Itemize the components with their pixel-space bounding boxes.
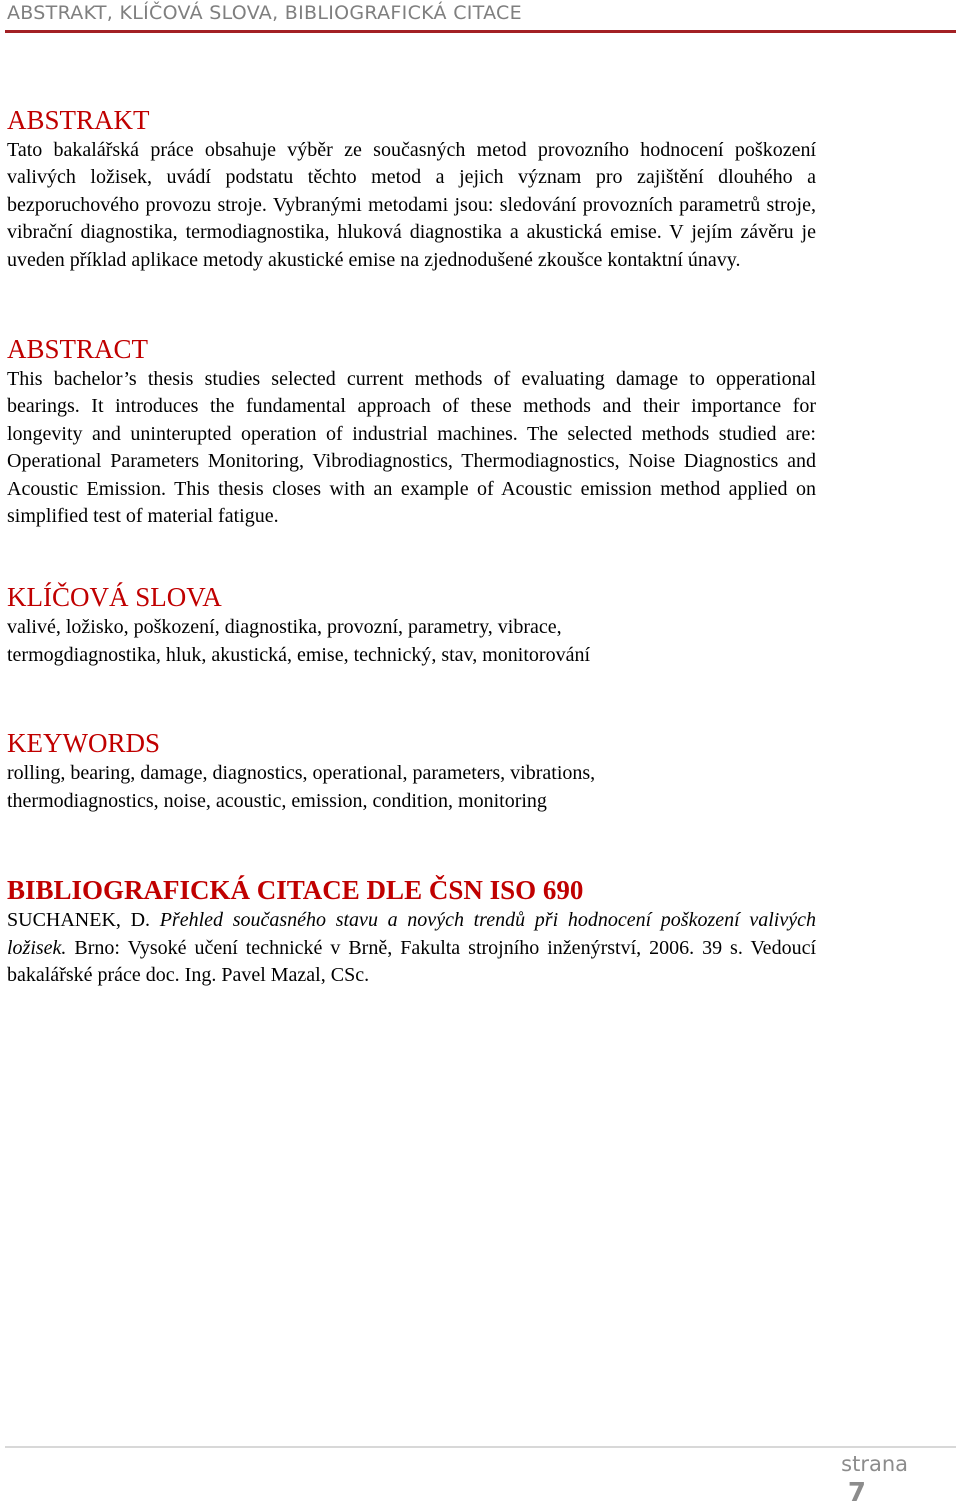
footer-rule (5, 1446, 956, 1448)
citace-title: Přehled současného stavu a nových trendů při hodnocení poškození valivých ložisek. (7, 909, 816, 959)
citace-heading: BIBLIOGRAFICKÁ CITACE DLE ČSN ISO 690 (7, 875, 584, 906)
citace-publisher: Brno: Vysoké učení technické v Brně, Fakulta strojního inženýrství, 2006. 39 s. Vedoucí bakalářské práce doc. Ing. Pavel Mazal, CSc. (7, 936, 816, 986)
abstract-section (7, 332, 816, 530)
abstract-text: This bachelor’s thesis studies selected current methods of evaluating damage to opperational bearings. It introduces the fundamental approach of these methods and their importance for longevity and uninterupted operation of industrial machines. The selected methods studied are: Operational Parameters Monitoring, Vibrodiagnostics, Thermodiagnostics, Noise Diagnostics and Acoustic Emission. This thesis closes with an example of Acoustic emission method applied on simplified test of material fatigue. (7, 368, 816, 528)
klicova-slova-line: termogdiagnostika, hluk, akustická, emise, technický, stav, monitorování (7, 643, 591, 666)
keywords-line: thermodiagnostics, noise, acoustic, emission, condition, monitoring (7, 789, 547, 812)
page-content (7, 103, 816, 989)
header-rule (5, 30, 956, 33)
running-header-title: ABSTRAKT, KLÍČOVÁ SLOVA, BIBLIOGRAFICKÁ CITACE (7, 2, 522, 24)
footer-page-label: strana (841, 1452, 908, 1476)
abstrakt-text: Tato bakalářská práce obsahuje výběr ze současných metod provozního hodnocení poškození valivých ložisek, uvádí podstatu těchto metod a jejich význam pro zajištění dlouhého a bezporuchového provozu stroje. Vybranými metodami jsou: sledování provozních parametrů stroje, vibrační diagnostika, termodiagnostika, hluková diagnostika a akustická emise. V jejím závěru je uveden příklad aplikace metody akustické emise na zjednodušené zkoušce kontaktní únavy. (7, 139, 816, 271)
abstrakt-section (7, 103, 816, 274)
abstract-heading: ABSTRACT (7, 334, 149, 365)
citace-section (7, 873, 816, 989)
citace-author: SUCHANEK, D. (7, 909, 151, 932)
klicova-slova-line: valivé, ložisko, poškození, diagnostika, provozní, parametry, vibrace, (7, 616, 562, 639)
abstrakt-heading: ABSTRAKT (7, 105, 150, 135)
klicova-slova-heading: KLÍČOVÁ SLOVA (7, 582, 222, 613)
keywords-heading: KEYWORDS (7, 728, 160, 759)
footer-page-number: 7 (847, 1478, 866, 1508)
klicova-slova-section (7, 580, 816, 669)
keywords-section (7, 726, 816, 815)
keywords-line: rolling, bearing, damage, diagnostics, operational, parameters, vibrations, (7, 762, 596, 785)
citace-text (7, 907, 816, 989)
